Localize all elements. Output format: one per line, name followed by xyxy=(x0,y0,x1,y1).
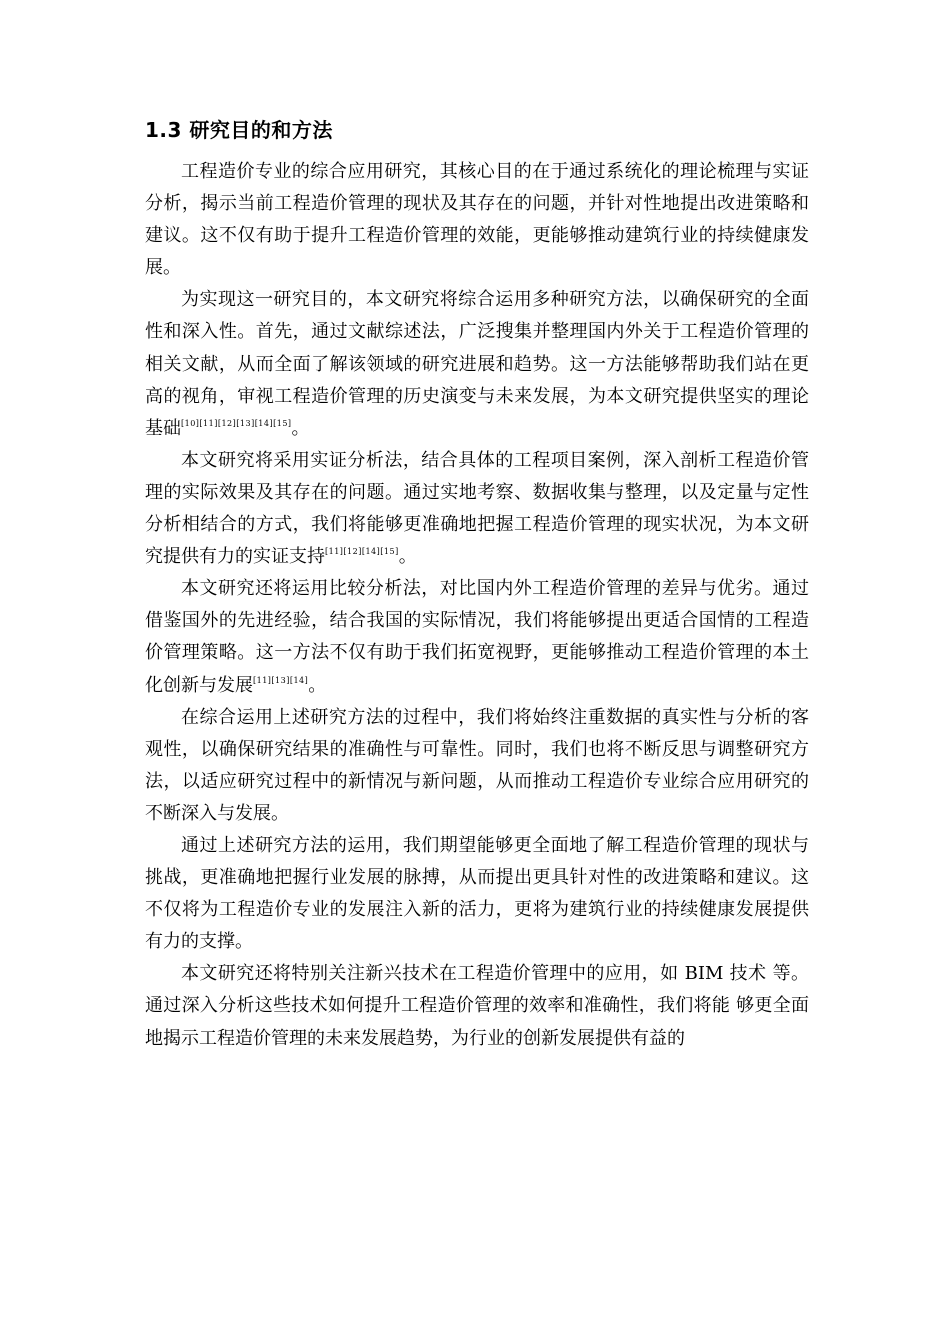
paragraph-text: 本文研究还将特别关注新兴技术在工程造价管理中的应用，如 BIM 技术 等。通过深入分析这些技术如何提升工程造价管理的效率和准确性，我们将能 够更全面地揭示工程造价管理的未来发展趋势，为行业的创新发展提供有益的 xyxy=(145,963,809,1049)
paragraph-text: 本文研究将采用实证分析法，结合具体的工程项目案例，深入剖析工程造价管理的实际效果及其存在的问题。通过实地考察、数据收集与整理，以及定量与定性分析相结合的方式，我们将能够更准确地把握工程造价管理的现实状况，为本文研究提供有力的实证支持 xyxy=(145,449,809,568)
paragraph-tail: 。 xyxy=(308,674,327,696)
paragraph-text: 在综合运用上述研究方法的过程中，我们将始终注重数据的真实性与分析的客观性，以确保研究结果的准确性与可靠性。同时，我们也将不断反思与调整研究方法，以适应研究过程中的新情况与新问题，从而推动工程造价专业综合应用研究的不断深入与发展。 xyxy=(145,706,809,824)
citation-marker: [10][11][12][13][14][15] xyxy=(181,418,292,428)
paragraph-text: 为实现这一研究目的，本文研究将综合运用多种研究方法，以确保研究的全面性和深入性。首先，通过文献综述法，广泛搜集并整理国内外关于工程造价管理的相关文献，从而全面了解该领域的研究进展和趋势。这一方法能够帮助我们站在更高的视角，审视工程造价管理的历史演变与未来发展，为本文研究提供坚实的理论基础 xyxy=(145,289,809,439)
paragraph xyxy=(145,702,809,830)
paragraph xyxy=(145,958,809,1054)
paragraph-text: 工程造价专业的综合应用研究，其核心目的在于通过系统化的理论梳理与实证分析，揭示当前工程造价管理的现状及其存在的问题，并针对性地提出改进策略和建议。这不仅有助于提升工程造价管理的效能，更能够推动建筑行业的持续健康发展。 xyxy=(145,161,809,279)
citation-marker: [11][13][14] xyxy=(253,675,309,685)
citation-marker: [11][12][14][15] xyxy=(325,547,399,557)
paragraph-text: 通过上述研究方法的运用，我们期望能够更全面地了解工程造价管理的现状与挑战，更准确地把握行业发展的脉搏，从而提出更具针对性的改进策略和建议。这不仅将为工程造价专业的发展注入新的活力，更将为建筑行业的持续健康发展提供有力的支撑。 xyxy=(145,834,809,953)
paragraph-tail: 。 xyxy=(291,417,310,439)
paragraph xyxy=(145,284,809,444)
paragraph xyxy=(145,573,809,701)
section-heading: 1.3 研究目的和方法 xyxy=(145,118,333,142)
paragraph xyxy=(145,830,809,958)
paragraph xyxy=(145,445,809,573)
body-text xyxy=(145,156,809,1055)
paragraph-text: 本文研究还将运用比较分析法，对比国内外工程造价管理的差异与优劣。通过借鉴国外的先进经验，结合我国的实际情况，我们将能够提出更适合国情的工程造价管理策略。这一方法不仅有助于我们拓宽视野，更能够推动工程造价管理的本土化创新与发展 xyxy=(145,578,809,696)
paragraph xyxy=(145,156,809,284)
paragraph-tail: 。 xyxy=(398,546,417,568)
